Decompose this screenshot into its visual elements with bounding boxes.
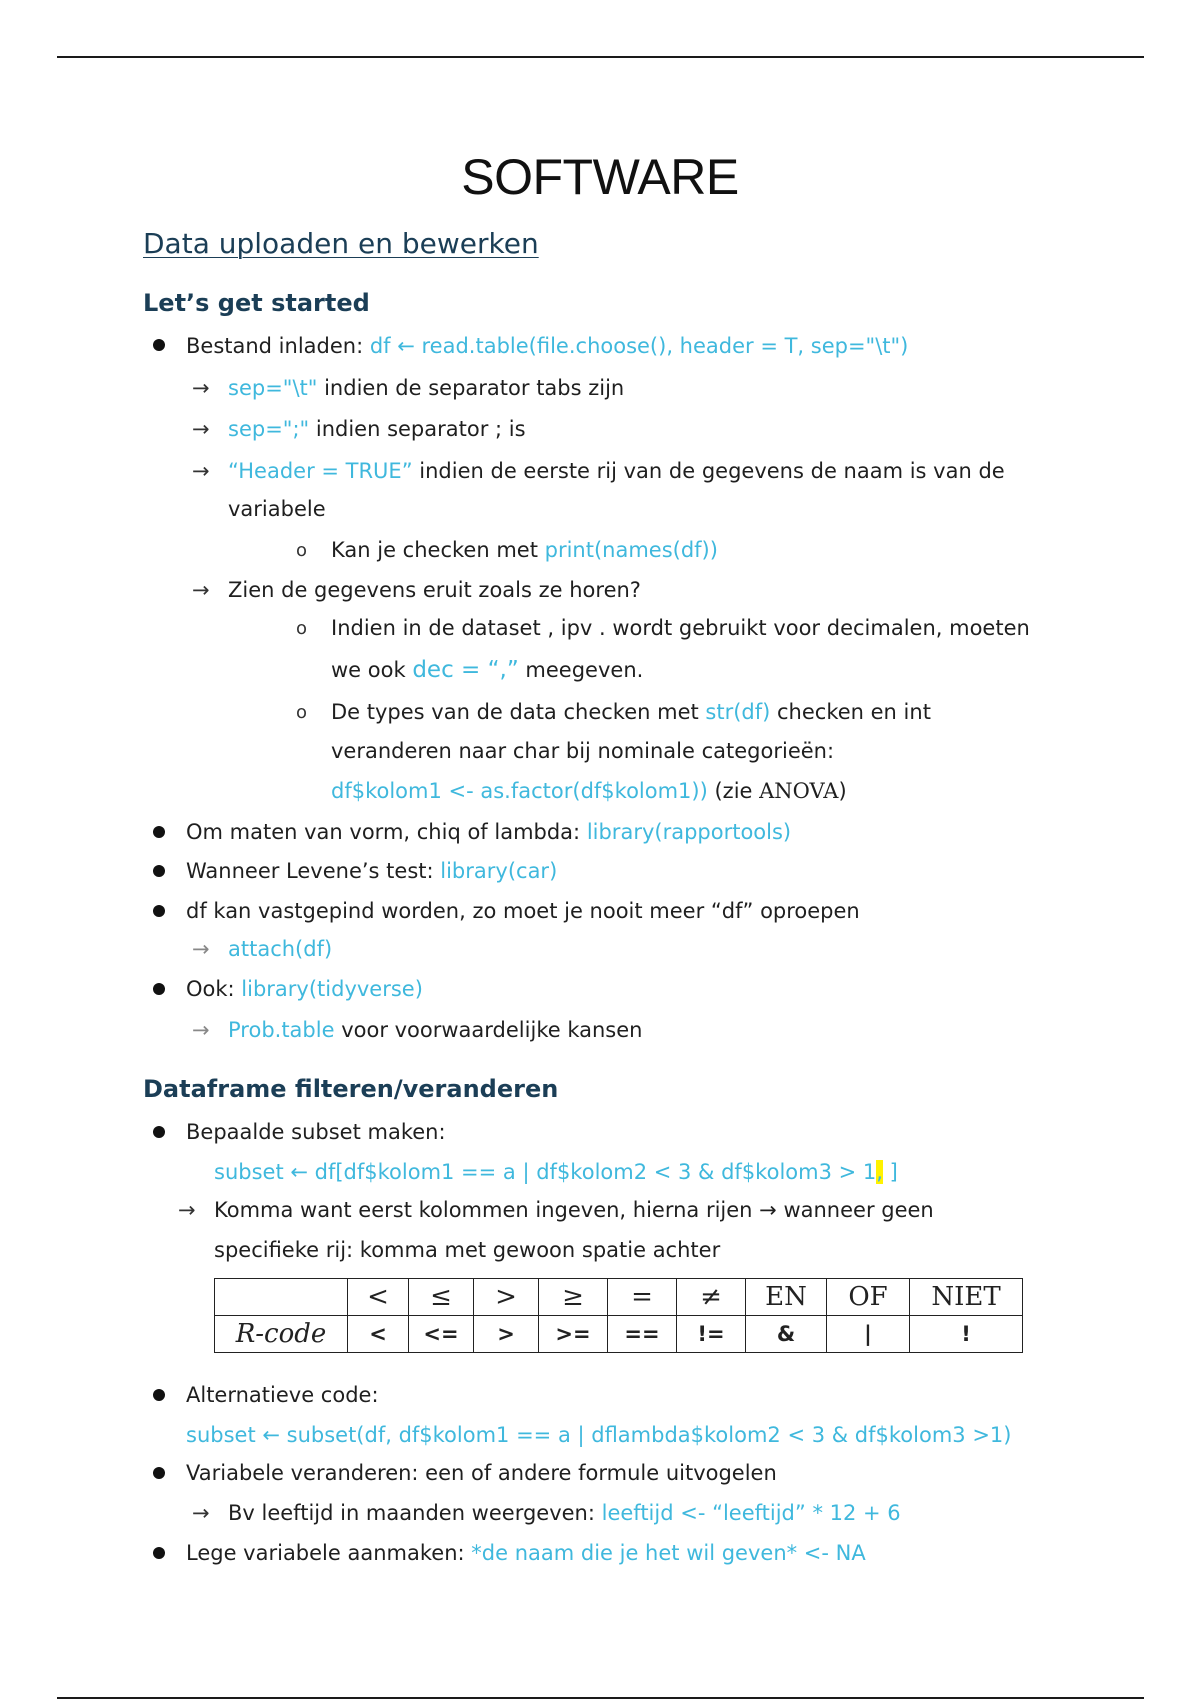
table-cell: ≠ (677, 1279, 746, 1316)
bullet-icon (153, 826, 165, 838)
age-code: leeftijd <- “leeftijd” * 12 + 6 (601, 1501, 901, 1525)
list-item-types-1 (331, 698, 931, 726)
dec-text-b: meegeven. (518, 658, 644, 682)
table-cell: < (348, 1316, 409, 1353)
check-code: print(names(df)) (544, 538, 718, 562)
circle-bullet-icon: o (296, 618, 308, 639)
list-item-attach: df kan vastgepind worden, zo moet je nooit meer “df” oproepen (186, 899, 860, 923)
bullet-icon (153, 1467, 165, 1479)
list-item-header (228, 457, 1005, 485)
header-text-cont: variabele (228, 497, 326, 521)
bottom-rule (57, 1697, 1144, 1699)
table-cell: NIET (910, 1279, 1023, 1316)
list-item-load (186, 332, 908, 360)
subsection-heading-filter: Dataframe filteren/veranderen (143, 1075, 559, 1103)
bullet-icon (153, 1547, 165, 1559)
bullet-icon (153, 983, 165, 995)
arrow-icon: → (192, 578, 210, 602)
list-item-age (228, 1499, 901, 1527)
table-cell: = (608, 1279, 677, 1316)
factor-code: df$kolom1 <- as.factor(df$kolom1)) (331, 779, 708, 803)
table-cell: EN (746, 1279, 827, 1316)
bullet-icon (153, 1389, 165, 1401)
list-item-types-2: veranderen naar char bij nominale categorieën: (331, 739, 835, 763)
sep-semi-text: indien separator ; is (309, 417, 526, 441)
list-item-var: Variabele veranderen: een of andere formule uitvogelen (186, 1461, 777, 1485)
table-cell: ≤ (409, 1279, 474, 1316)
list-item-empty (186, 1539, 866, 1567)
sep-tab-text: indien de separator tabs zijn (317, 376, 625, 400)
shape-text: Om maten van vorm, chiq of lambda: (186, 820, 587, 844)
arrow-icon: → (192, 417, 210, 441)
shape-code: library(rapportools) (586, 820, 792, 844)
highlighted-comma: , (876, 1160, 883, 1184)
arrow-icon: → (192, 1018, 210, 1042)
also-text: Ook: (186, 977, 242, 1001)
sep-tab-code: sep="\t" (228, 376, 318, 400)
comma-explanation-1: Komma want eerst kolommen ingeven, hierna rijen → wanneer geen (214, 1198, 934, 1222)
list-item-attach-code (228, 935, 332, 963)
levene-code: library(car) (440, 859, 558, 883)
age-text: Bv leeftijd in maanden weergeven: (228, 1501, 602, 1525)
table-cell: | (827, 1316, 910, 1353)
bullet-icon (153, 905, 165, 917)
arrow-icon: → (192, 937, 210, 961)
subsection-heading-started: Let’s get started (143, 289, 370, 317)
list-item-look: Zien de gegevens eruit zoals ze horen? (228, 578, 641, 602)
sep-semi-code: sep=";" (228, 417, 310, 441)
factor-text-b: ) (838, 779, 847, 803)
table-cell: ! (910, 1316, 1023, 1353)
table-cell: & (746, 1316, 827, 1353)
list-item-check (331, 536, 718, 564)
levene-text: Wanneer Levene’s test: (186, 859, 441, 883)
alt-code: subset ← subset(df, df$kolom1 == a | dflambda$kolom2 < 3 & df$kolom3 >1) (186, 1423, 1012, 1447)
types-text-a: De types van de data checken met (331, 700, 706, 724)
list-item-dec-2 (331, 656, 643, 684)
load-text: Bestand inladen: (186, 334, 370, 358)
circle-bullet-icon: o (296, 540, 308, 561)
list-item-alt: Alternatieve code: (186, 1383, 379, 1407)
operators-table (214, 1278, 1023, 1353)
header-text: indien de eerste rij van de gegevens de naam is van de (412, 459, 1005, 483)
list-item-also (186, 975, 423, 1003)
comma-explanation-2: specifieke rij: komma met gewoon spatie achter (214, 1238, 721, 1262)
list-item-dec-1: Indien in de dataset , ipv . wordt gebruikt voor decimalen, moeten (331, 616, 1030, 640)
arrow-icon: → (192, 1501, 210, 1525)
table-cell: >= (539, 1316, 608, 1353)
table-cell: == (608, 1316, 677, 1353)
dec-code: dec = “,” (412, 657, 519, 683)
arrow-icon: → (192, 376, 210, 400)
check-text: Kan je checken met (331, 538, 545, 562)
table-row-label: R-code (215, 1316, 348, 1353)
subset-code-line (214, 1158, 898, 1186)
prob-code: Prob.table (228, 1018, 335, 1042)
empty-text: Lege variabele aanmaken: (186, 1541, 472, 1565)
bullet-icon (153, 339, 165, 351)
alt-code-line (186, 1421, 1011, 1449)
bullet-icon (153, 1126, 165, 1138)
page-title: SOFTWARE (461, 149, 739, 205)
dec-text-a: we ook (331, 658, 413, 682)
arrow-icon: → (178, 1198, 196, 1222)
list-item-factor (331, 777, 847, 805)
table-cell: < (348, 1279, 409, 1316)
table-cell: > (474, 1316, 539, 1353)
table-cell: ≥ (539, 1279, 608, 1316)
table-cell: <= (409, 1316, 474, 1353)
list-item-prob (228, 1016, 642, 1044)
list-item-sep-semi (228, 415, 526, 443)
section-heading: Data uploaden en bewerken (143, 227, 539, 260)
table-cell (215, 1279, 348, 1316)
list-item-levene (186, 857, 557, 885)
subset-code-end: ] (882, 1160, 898, 1184)
header-code: “Header = TRUE” (228, 459, 413, 483)
top-rule (57, 56, 1144, 58)
table-cell: != (677, 1316, 746, 1353)
anova-text: ANOVA (759, 779, 839, 803)
subset-code: subset ← df[df$kolom1 == a | df$kolom2 < 3 & df$kolom3 > 1 (214, 1160, 877, 1184)
factor-text-a: (zie (707, 779, 760, 803)
table-cell: > (474, 1279, 539, 1316)
types-code: str(df) (705, 700, 771, 724)
also-code: library(tidyverse) (241, 977, 423, 1001)
list-item-shape (186, 818, 791, 846)
arrow-icon: → (192, 459, 210, 483)
circle-bullet-icon: o (296, 702, 308, 723)
prob-text: voor voorwaardelijke kansen (334, 1018, 643, 1042)
bullet-icon (153, 865, 165, 877)
table-row (215, 1279, 1023, 1316)
types-text-b: checken en int (770, 700, 931, 724)
empty-code: *de naam die je het wil geven* <- NA (471, 1541, 866, 1565)
list-item-subset: Bepaalde subset maken: (186, 1120, 446, 1144)
table-row (215, 1316, 1023, 1353)
attach-code: attach(df) (228, 937, 333, 961)
table-cell: OF (827, 1279, 910, 1316)
load-code: df ← read.table(file.choose(), header = T, sep="\t") (369, 334, 909, 358)
list-item-sep-tab (228, 374, 624, 402)
